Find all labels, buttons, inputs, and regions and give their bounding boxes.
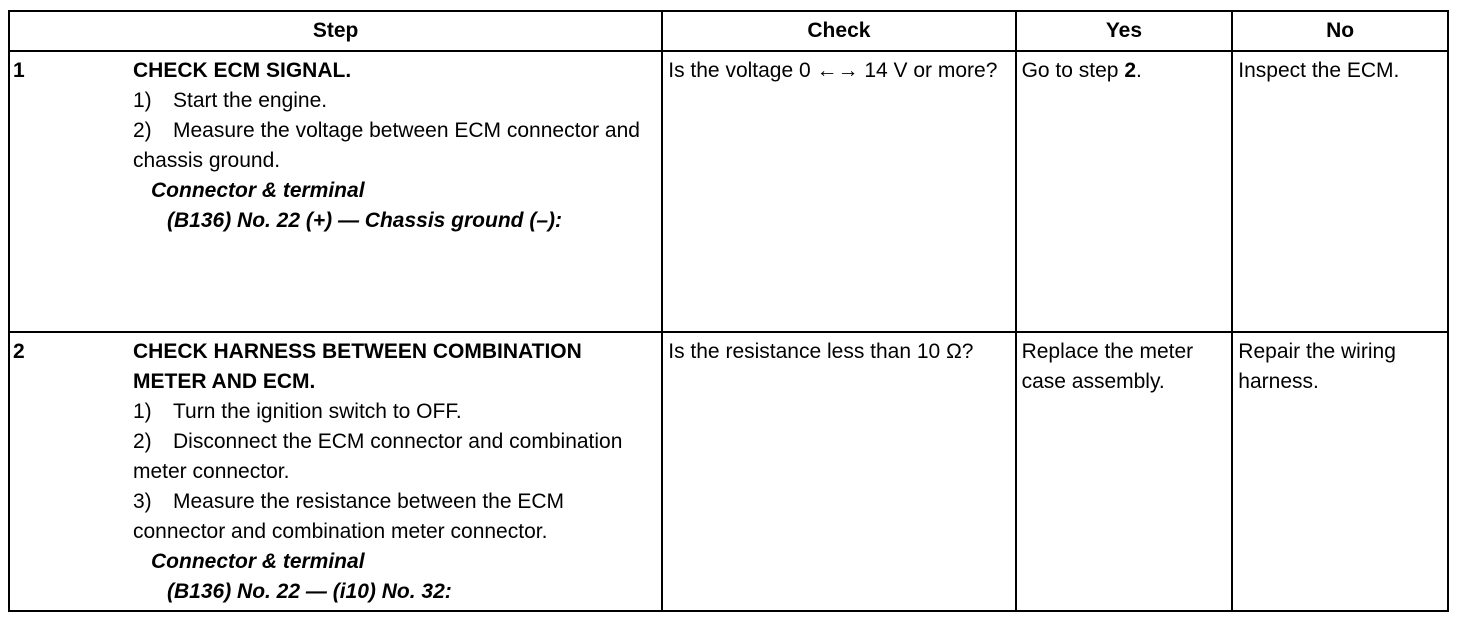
- instruction-number: 2): [133, 119, 152, 142]
- instruction-item: [133, 116, 654, 176]
- step-body: [133, 56, 654, 236]
- table-row: [9, 332, 1448, 611]
- instruction-number: 2): [133, 430, 152, 453]
- step-title: CHECK ECM SIGNAL.: [133, 59, 352, 82]
- instruction-text: Turn the ignition switch to OFF.: [173, 400, 462, 423]
- yes-step-ref: 2: [1124, 59, 1136, 82]
- step-body: [133, 337, 654, 607]
- instruction-number: 3): [133, 490, 152, 513]
- no-cell: Repair the wiring harness.: [1232, 332, 1448, 611]
- header-no: No: [1232, 11, 1448, 51]
- check-cell: Is the voltage 0 ←→ 14 V or more?: [662, 51, 1015, 332]
- table-row: [9, 51, 1448, 332]
- table-header-row: [9, 11, 1448, 51]
- diagnostic-table: [8, 10, 1449, 612]
- instruction-item: [133, 427, 654, 487]
- yes-prefix: Go to step: [1021, 59, 1125, 82]
- instruction-number: 1): [133, 89, 152, 112]
- check-cell: Is the resistance less than 10 Ω?: [662, 332, 1015, 611]
- instruction-item: [133, 487, 654, 547]
- no-cell: Inspect the ECM.: [1232, 51, 1448, 332]
- step-number: 1: [13, 59, 25, 82]
- step-number: 2: [13, 340, 25, 363]
- step-cell: [9, 332, 662, 611]
- instruction-item: [133, 86, 654, 116]
- instruction-text: Measure the voltage between ECM connector and chassis ground.: [133, 119, 640, 172]
- instruction-number: 1): [133, 400, 152, 423]
- instruction-text: Start the engine.: [173, 89, 328, 112]
- connector-value: (B136) No. 22 — (i10) No. 32:: [167, 580, 452, 603]
- header-check: Check: [662, 11, 1015, 51]
- header-step: Step: [9, 11, 662, 51]
- instruction-text: Measure the resistance between the ECM connector and combination meter connector.: [133, 490, 565, 543]
- connector-label: Connector & terminal: [151, 550, 365, 573]
- step-title: CHECK HARNESS BETWEEN COMBINATION METER AND ECM.: [133, 340, 582, 393]
- header-yes: Yes: [1016, 11, 1233, 51]
- yes-suffix: .: [1136, 59, 1142, 82]
- step-cell: [9, 51, 662, 332]
- connector-value: (B136) No. 22 (+) — Chassis ground (–):: [167, 209, 562, 232]
- yes-cell: Replace the meter case assembly.: [1016, 332, 1233, 611]
- instruction-item: [133, 397, 654, 427]
- connector-label: Connector & terminal: [151, 179, 365, 202]
- yes-cell: [1016, 51, 1233, 332]
- instruction-text: Disconnect the ECM connector and combination meter connector.: [133, 430, 623, 483]
